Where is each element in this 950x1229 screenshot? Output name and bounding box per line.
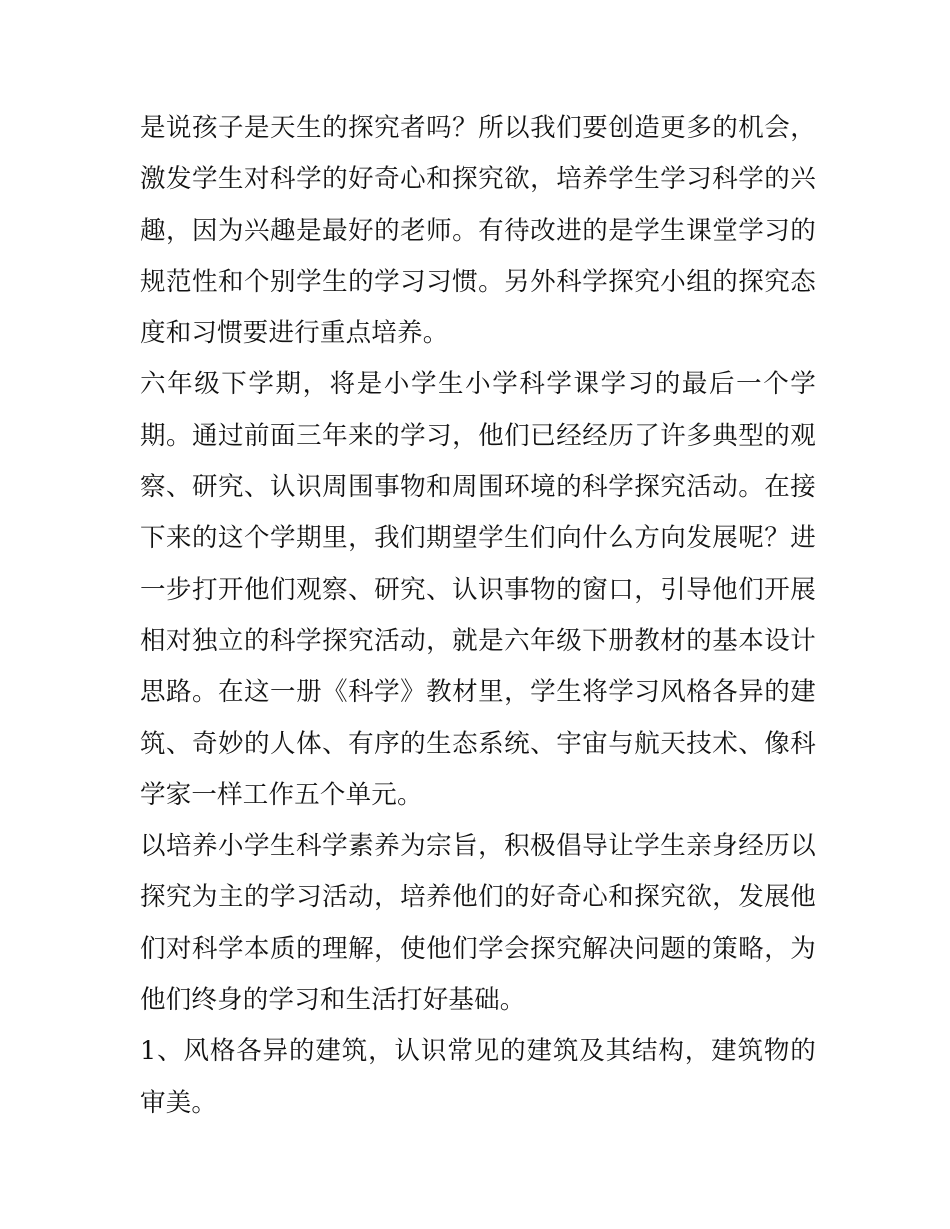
paragraph-2: 六年级下学期，将是小学生小学科学课学习的最后一个学期。通过前面三年来的学习，他们已经经历了许多典型的观察、研究、认识周围事物和周围环境的科学探究活动。在接下来的这个学期里，我们期望学生们向什么方向发展呢？进一步打开他们观察、研究、认识事物的窗口，引导他们开展相对独立的科学探究活动，就是六年级下册教材的基本设计思路。在这一册《科学》教材里，学生将学习风格各异的建筑、奇妙的人体、有序的生态系统、宇宙与航天技术、像科学家一样工作五个单元。: [140, 369, 816, 810]
paragraph-4: 1、风格各异的建筑，认识常见的建筑及其结构，建筑物的审美。: [140, 1036, 816, 1118]
document-body: [140, 103, 816, 1129]
paragraph-1: 是说孩子是天生的探究者吗？所以我们要创造更多的机会，激发学生对科学的好奇心和探究欲，培养学生学习科学的兴趣，因为兴趣是最好的老师。有待改进的是学生课堂学习的规范性和个别学生的学习习惯。另外科学探究小组的探究态度和习惯要进行重点培养。: [140, 113, 816, 349]
paragraph-3: 以培养小学生科学素养为宗旨，积极倡导让学生亲身经历以探究为主的学习活动，培养他们的好奇心和探究欲，发展他们对科学本质的理解，使他们学会探究解决问题的策略，为他们终身的学习和生活打好基础。: [140, 831, 816, 1016]
